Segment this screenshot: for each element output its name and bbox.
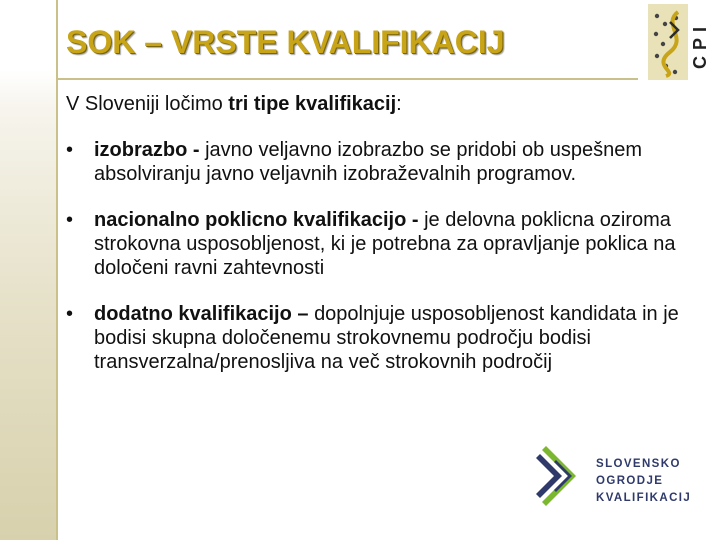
bullet-text: je delovna poklicna oziroma strokovna usposobljenost, ki je potrebna za opravljanje poklica na določeni ravni zahtevnosti bbox=[94, 209, 676, 279]
sok-logo-line2: OGRODJE bbox=[596, 475, 664, 487]
slide-header bbox=[0, 0, 720, 80]
title-underline bbox=[58, 78, 638, 80]
bullet-text: dopolnjuje usposobljenost kandidata in je bodisi skupna določenemu strokovnemu področju bodisi transverzalna/prenosljiva na več strokovnih področij bbox=[94, 303, 679, 373]
bullet-point: • bbox=[66, 303, 74, 325]
sok-logo-line1: SLOVENSKO bbox=[596, 458, 681, 470]
intro-prefix: V Sloveniji ločimo bbox=[66, 93, 229, 115]
list-item-dodatna bbox=[66, 302, 711, 374]
slide-body bbox=[66, 92, 711, 396]
bullet-point: • bbox=[66, 139, 74, 161]
slide-title: SOK – VRSTE KVALIFIKACIJ bbox=[66, 24, 505, 60]
bullet-text: javno veljavno izobrazbo se pridobi ob uspešnem absolviranju javno veljavnih izobraževalnih programov. bbox=[94, 139, 643, 185]
bullet-term: dodatno kvalifikacijo – bbox=[94, 303, 315, 325]
intro-strong: tri tipe kvalifikacij bbox=[228, 93, 397, 115]
bullet-term: izobrazbo - bbox=[94, 139, 206, 161]
list-item-izobrazba bbox=[66, 138, 711, 186]
sok-logo-mark bbox=[536, 444, 592, 518]
sok-logo-line3: KVALIFIKACIJ bbox=[596, 492, 692, 504]
left-divider bbox=[56, 0, 58, 540]
cpi-logo-text: CPI bbox=[690, 21, 710, 70]
sok-logo-text bbox=[596, 456, 691, 507]
intro-sentence bbox=[66, 92, 711, 116]
bullet-term: nacionalno poklicno kvalifikacijo - bbox=[94, 209, 425, 231]
intro-suffix: : bbox=[396, 93, 402, 115]
bullet-point: • bbox=[66, 209, 74, 231]
left-decorative-band bbox=[0, 0, 58, 540]
list-item-npk bbox=[66, 208, 711, 280]
